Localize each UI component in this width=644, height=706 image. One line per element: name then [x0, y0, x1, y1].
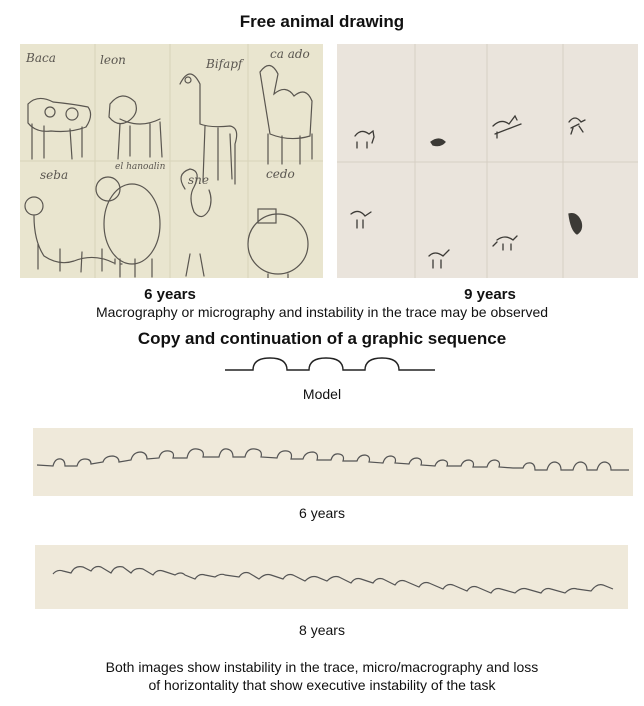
handwritten-word: leon	[100, 53, 126, 67]
drawing-6-years	[20, 44, 323, 278]
strip-6-years-label: 6 years	[299, 505, 345, 521]
section-title-graphic-sequence: Copy and continuation of a graphic sequence	[137, 329, 507, 348]
model-label: Model	[302, 386, 342, 402]
strip-8-years-label: 8 years	[299, 622, 345, 638]
model-sequence	[225, 356, 435, 374]
caption-drawing: Macrography or micrography and instability in the trace may be observed	[95, 304, 549, 320]
drawing-6-years-image	[20, 44, 323, 278]
handwritten-word: Bifapf	[206, 57, 243, 71]
drawing-9-years-image	[337, 44, 638, 278]
handwritten-word: ca ado	[270, 47, 310, 61]
drawing-9-years	[337, 44, 638, 278]
sequence-6-years	[33, 428, 633, 496]
handwritten-word: Baca	[26, 51, 56, 65]
model-sequence-drawing	[225, 356, 435, 374]
label-9-years-drawing: 9 years	[464, 286, 516, 303]
sequence-6-years-drawing	[33, 428, 633, 496]
handwritten-word: sne	[188, 173, 209, 187]
section-title-free-drawing: Free animal drawing	[239, 12, 405, 31]
sequence-8-years	[35, 545, 628, 609]
handwritten-word: el hanoalin	[115, 162, 166, 172]
caption-sequence-line-1: Both images show instability in the trace, micro/macrography and loss	[105, 659, 539, 675]
sequence-8-years-drawing	[35, 545, 628, 609]
handwritten-word: cedo	[266, 167, 295, 181]
caption-sequence-line-2: of horizontality that show executive instability of the task	[148, 677, 496, 693]
label-6-years-drawing: 6 years	[144, 286, 196, 303]
handwritten-word: seba	[40, 168, 69, 182]
